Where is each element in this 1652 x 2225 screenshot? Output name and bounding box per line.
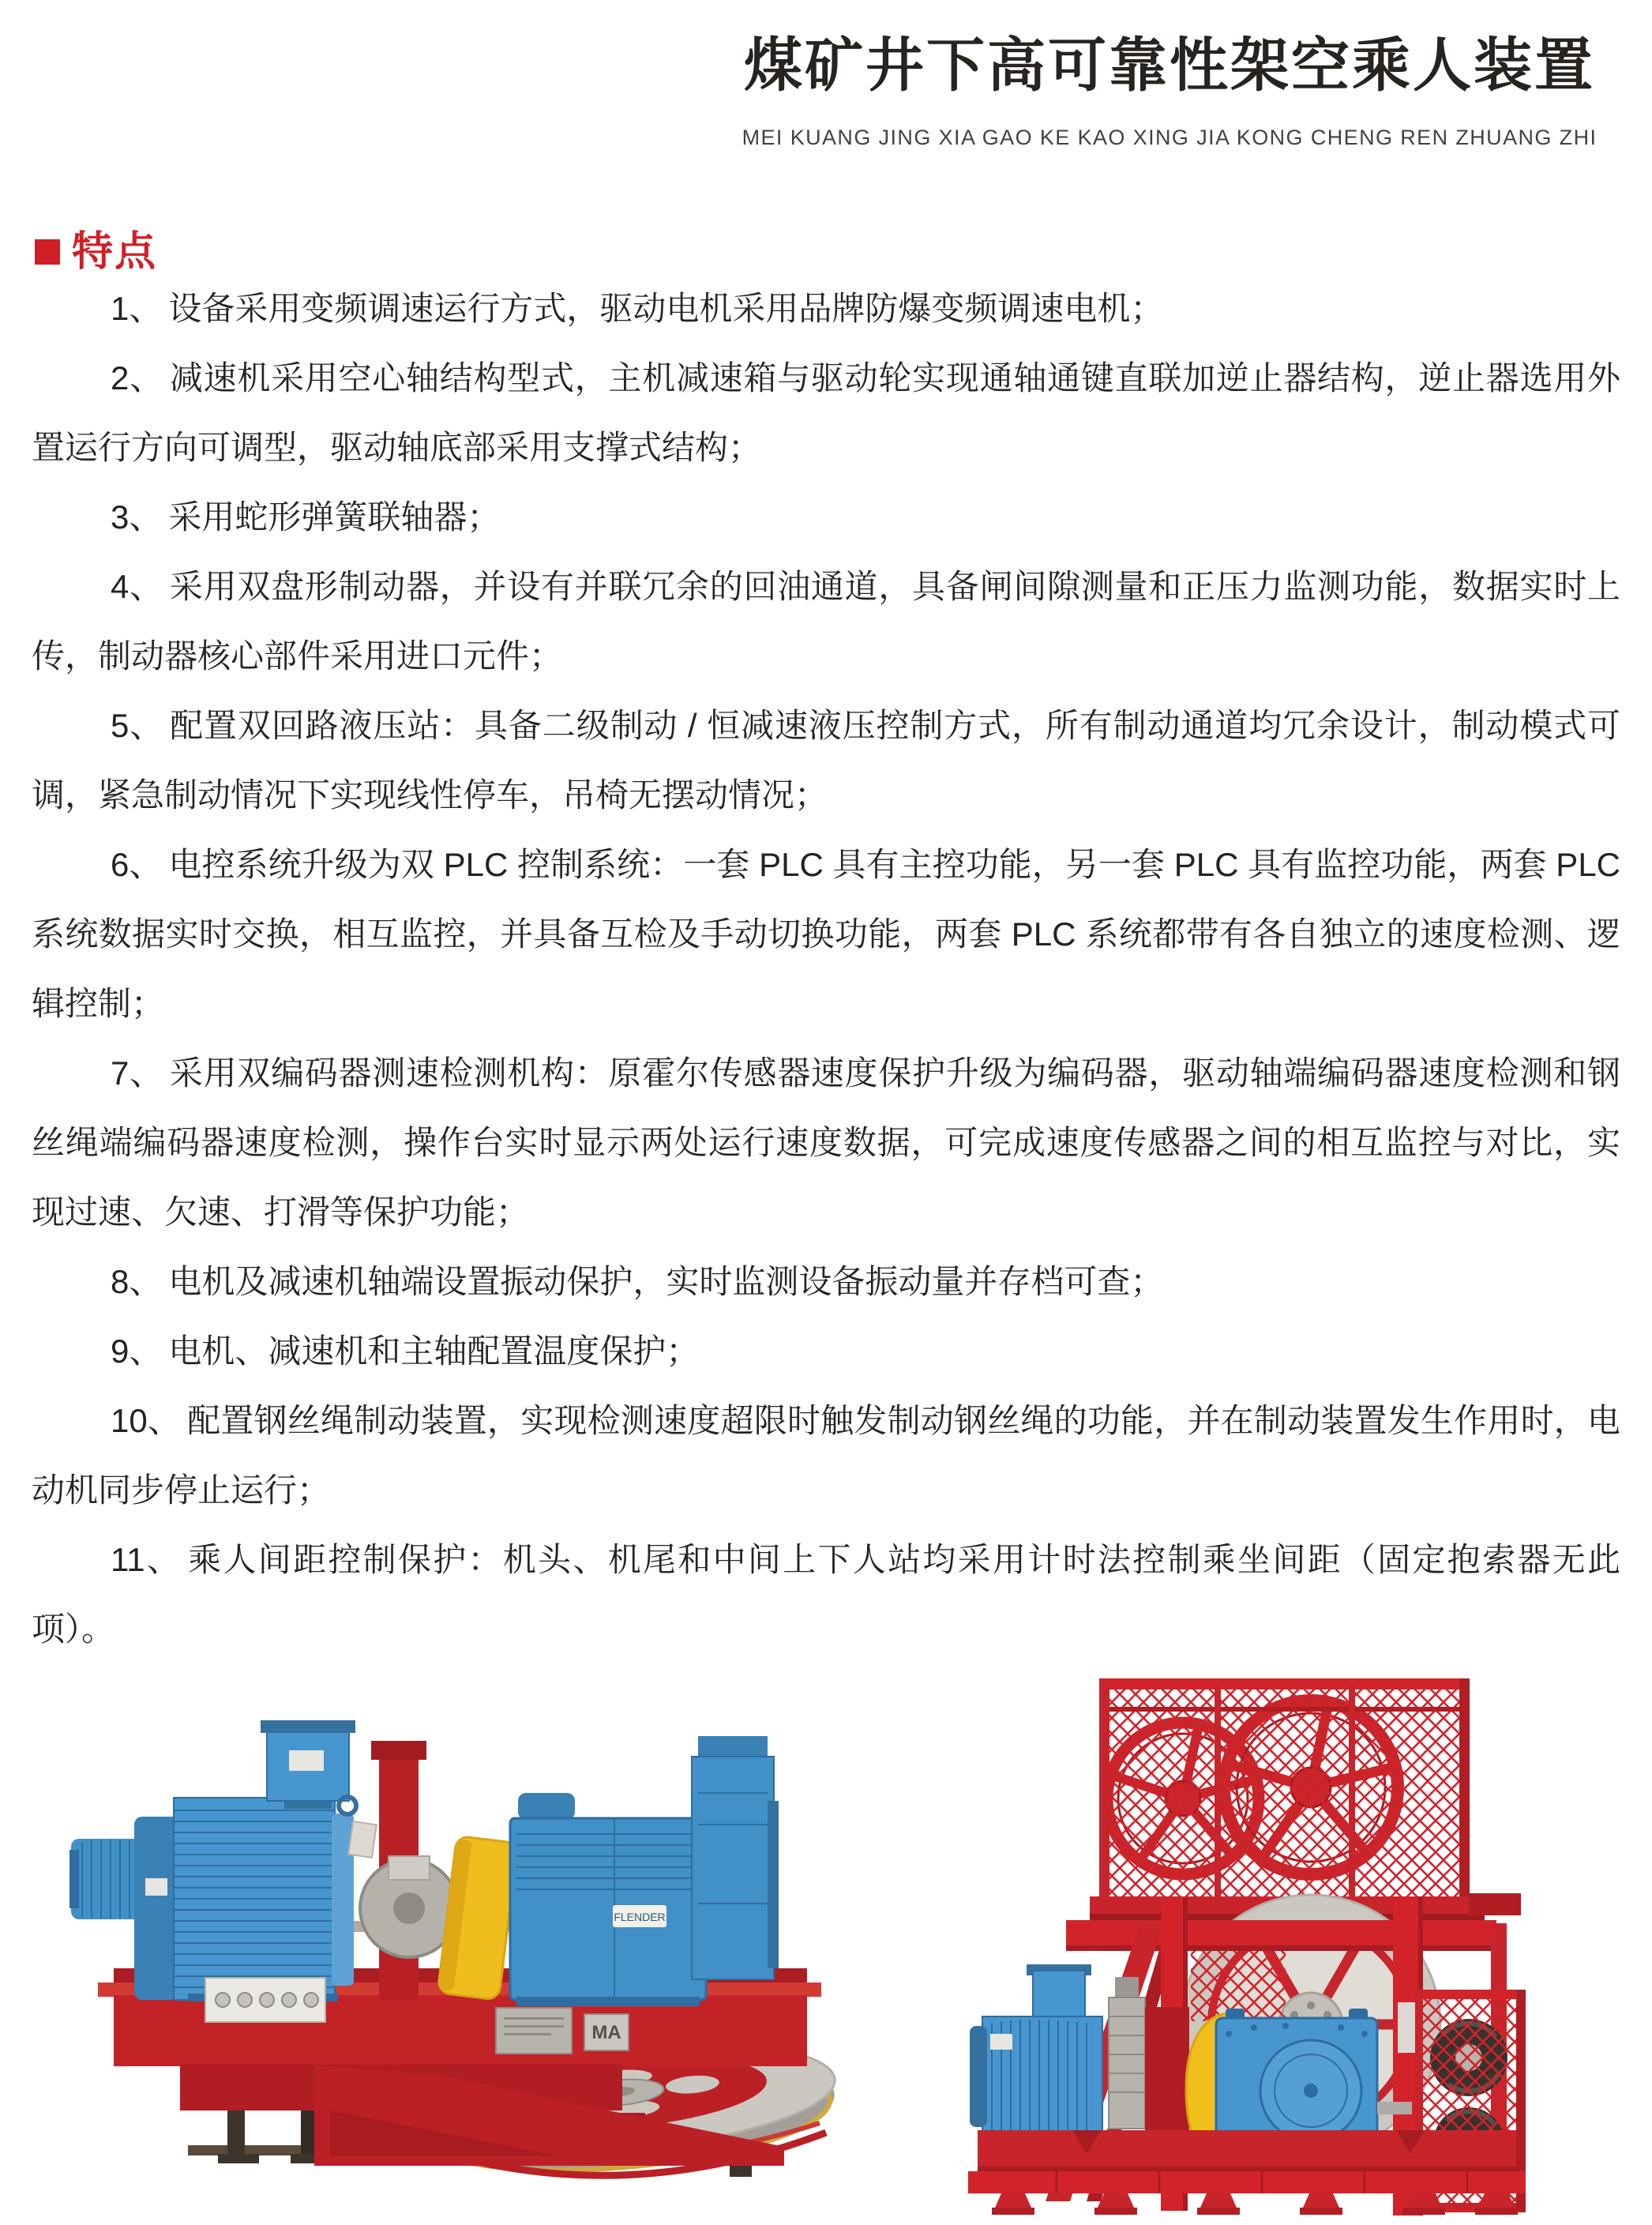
feature-number: 1、 (111, 290, 163, 327)
section-bullet-square (35, 239, 60, 265)
feature-text: 电控系统升级为双 PLC 控制系统：一套 PLC 具有主控功能，另一套 PLC 具有监控功能，两套 PLC 系统数据实时交换，相互监控，并具备互检及手动切换功能，两套 PLC 系统都带有各自独立的速度检测、逻辑控制； (32, 846, 1621, 1022)
name-plate (496, 2008, 572, 2054)
photo-drive-station (69, 1706, 843, 2180)
feature-text: 减速机采用空心轴结构型式，主机减速箱与驱动轮实现通轴通键直联加逆止器结构，逆止器选用外置运行方向可调型，驱动轴底部采用支撑式结构； (32, 359, 1620, 466)
features-heading (35, 218, 157, 277)
feature-number: 8、 (111, 1263, 163, 1300)
feature-item (32, 344, 1620, 483)
backstop-unit (692, 1736, 779, 1979)
valve-manifold (205, 1978, 325, 2022)
feature-text: 电机、减速机和主轴配置温度保护； (168, 1332, 700, 1370)
feature-number: 11、 (111, 1541, 182, 1578)
feature-number: 6、 (111, 846, 163, 883)
tension-motor (970, 1964, 1102, 2144)
feature-item (32, 1525, 1620, 1664)
feature-number: 7、 (111, 1054, 163, 1092)
frame-plate (1398, 2002, 1417, 2053)
page-title: 煤矿井下高可靠性架空乘人装置 (744, 32, 1595, 98)
photo-tension-station (954, 1663, 1554, 2216)
gearbox (510, 1793, 706, 2006)
feature-item (32, 274, 1620, 344)
feature-text: 乘人间距控制保护：机头、机尾和中间上下人站均采用计时法控制乘坐间距（固定抱索器无此项）。 (32, 1541, 1620, 1648)
feature-text: 采用双编码器测速检测机构：原霍尔传感器速度保护升级为编码器，驱动轴端编码器速度检测和钢丝绳端编码器速度检测，操作台实时显示两处运行速度数据，可完成速度传感器之间的相互监控与对比，实现过速、欠速、打滑等保护功能； (32, 1054, 1620, 1231)
feature-number: 4、 (111, 568, 163, 605)
feature-item (32, 1386, 1620, 1525)
page-subtitle-pinyin: MEI KUANG JING XIA GAO KE KAO XING JIA KONG CHENG REN ZHUANG ZHI (742, 125, 1598, 149)
section-title: 特点 (72, 229, 158, 275)
feature-text: 电机及减速机轴端设置振动保护，实时监测设备振动量并存档可查； (168, 1263, 1164, 1300)
feature-text: 设备采用变频调速运行方式，驱动电机采用品牌防爆变频调速电机； (168, 290, 1164, 327)
feature-number: 2、 (111, 359, 163, 397)
feature-number: 10、 (111, 1402, 182, 1439)
safety-cage (1090, 1678, 1521, 1920)
feature-item (32, 1317, 1620, 1386)
gearbox-brand-label: FLENDER (614, 1911, 666, 1923)
brake-bracket (1145, 2007, 1189, 2146)
feature-number: 5、 (111, 707, 164, 744)
ma-mark-label: MA (591, 2022, 621, 2043)
feature-item (32, 1247, 1620, 1317)
inspection-tag (348, 1821, 377, 1858)
features-list (32, 274, 1620, 1664)
feature-text: 配置双回路液压站：具备二级制动 / 恒减速液压控制方式，所有制动通道均冗余设计，制动模式可调，紧急制动情况下实现线性停车，吊椅无摆动情况； (32, 707, 1620, 814)
feature-text: 配置钢丝绳制动装置，实现检测速度超限时触发制动钢丝绳的功能，并在制动装置发生作用时，电动机同步停止运行； (32, 1402, 1620, 1509)
feature-text: 采用双盘形制动器，并设有并联冗余的回油通道，具备闸间隙测量和正压力监测功能，数据实时上传，制动器核心部件采用进口元件； (32, 568, 1620, 675)
feature-number: 9、 (111, 1332, 163, 1370)
feature-item (32, 552, 1620, 691)
drive-motor (69, 1720, 377, 2001)
brake-thruster (1109, 1977, 1145, 2129)
feature-item (32, 1039, 1620, 1247)
feature-number: 3、 (111, 498, 163, 536)
feature-text: 采用蛇形弹簧联轴器； (168, 498, 501, 536)
feature-item (32, 691, 1620, 830)
header (703, 33, 1636, 150)
feature-item (32, 483, 1620, 552)
feature-item (32, 830, 1620, 1039)
